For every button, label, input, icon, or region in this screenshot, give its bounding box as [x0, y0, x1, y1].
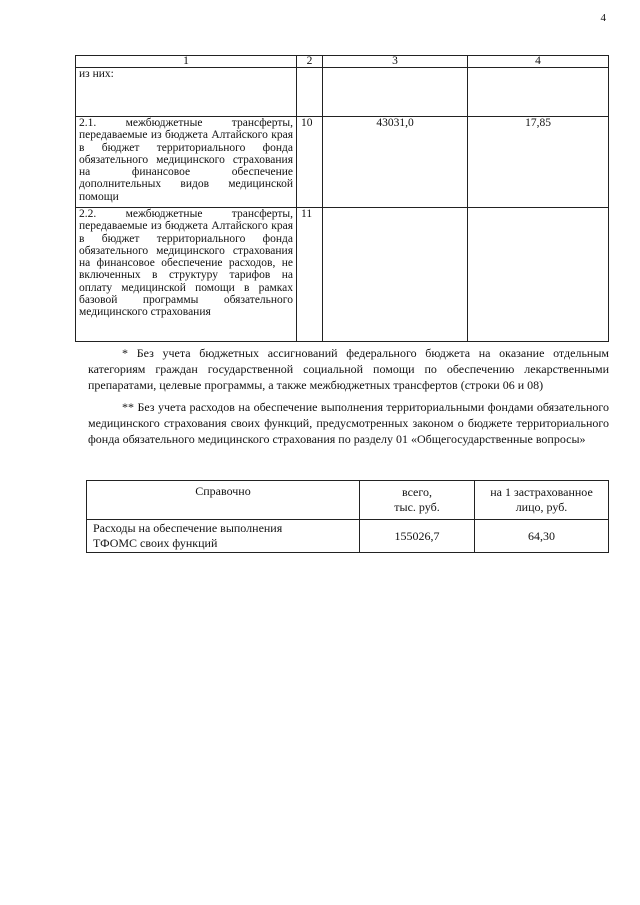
expenses-table: [75, 55, 609, 342]
table-row: [76, 208, 609, 342]
table-header-row: [76, 56, 609, 68]
footnote-single-asterisk: * Без учета бюджетных ассигнований федерального бюджета на оказание отдельным категориям граждан государственной социальной помощи по обеспечению лекарственными препаратами, целевые программы, а также межбюджетных трансфертов (строки 06 и 08): [88, 346, 609, 393]
table-row: [76, 68, 609, 117]
row-per-person: 17,85: [468, 117, 609, 208]
page-number: 4: [600, 12, 606, 24]
reference-header-total-line1: всего,: [401, 485, 433, 499]
reference-header-per-person-line2: лицо, руб.: [515, 500, 568, 514]
reference-row-label: [87, 520, 360, 553]
column-number-2: 2: [297, 56, 323, 68]
reference-row-label-line1: Расходы на обеспечение выполнения: [93, 521, 283, 535]
row-name: 2.2. межбюджетные трансферты, передаваемые из бюджета Алтайского края в бюджет территориального фонда обязательного медицинского страхования на финансовое обеспечение расходов, не включенных в структуру тарифов на оплату медицинской помощи в рамках базовой программы обязательного медицинского страхования: [76, 208, 297, 342]
row-total: 43031,0: [323, 117, 468, 208]
row-total: [323, 208, 468, 342]
reference-row-per-person: 64,30: [475, 520, 609, 553]
reference-header-per-person-line1: на 1 застрахованное: [490, 485, 593, 499]
reference-data-row: [87, 520, 609, 553]
reference-header-total-line2: тыс. руб.: [394, 500, 440, 514]
reference-table: [86, 480, 609, 553]
row-name: 2.1. межбюджетные трансферты, передаваемые из бюджета Алтайского края в бюджет территориального фонда обязательного медицинского страхования на финансовое обеспечение дополнительных видов медицинской помощи: [76, 117, 297, 208]
reference-header-total: [360, 481, 475, 520]
reference-row-label-line2: ТФОМС своих функций: [93, 536, 218, 550]
reference-header-label: Справочно: [87, 481, 360, 520]
row-code: 11: [297, 208, 323, 342]
row-per-person: [468, 68, 609, 117]
row-code: 10: [297, 117, 323, 208]
row-code: [297, 68, 323, 117]
table-row: [76, 117, 609, 208]
footnotes: [88, 345, 609, 447]
reference-header-per-person: [475, 481, 609, 520]
row-total: [323, 68, 468, 117]
reference-header-row: [87, 481, 609, 520]
column-number-4: 4: [468, 56, 609, 68]
footnote-double-asterisk: ** Без учета расходов на обеспечение выполнения территориальными фондами обязательного медицинского страхования своих функций, предусмотренных законом о бюджете территориального фонда обязательного медицинского страхования по разделу 01 «Общегосударственные вопросы»: [88, 399, 609, 447]
column-number-1: 1: [76, 56, 297, 68]
row-per-person: [468, 208, 609, 342]
column-number-3: 3: [323, 56, 468, 68]
row-name: из них:: [76, 68, 297, 117]
reference-row-total: 155026,7: [360, 520, 475, 553]
